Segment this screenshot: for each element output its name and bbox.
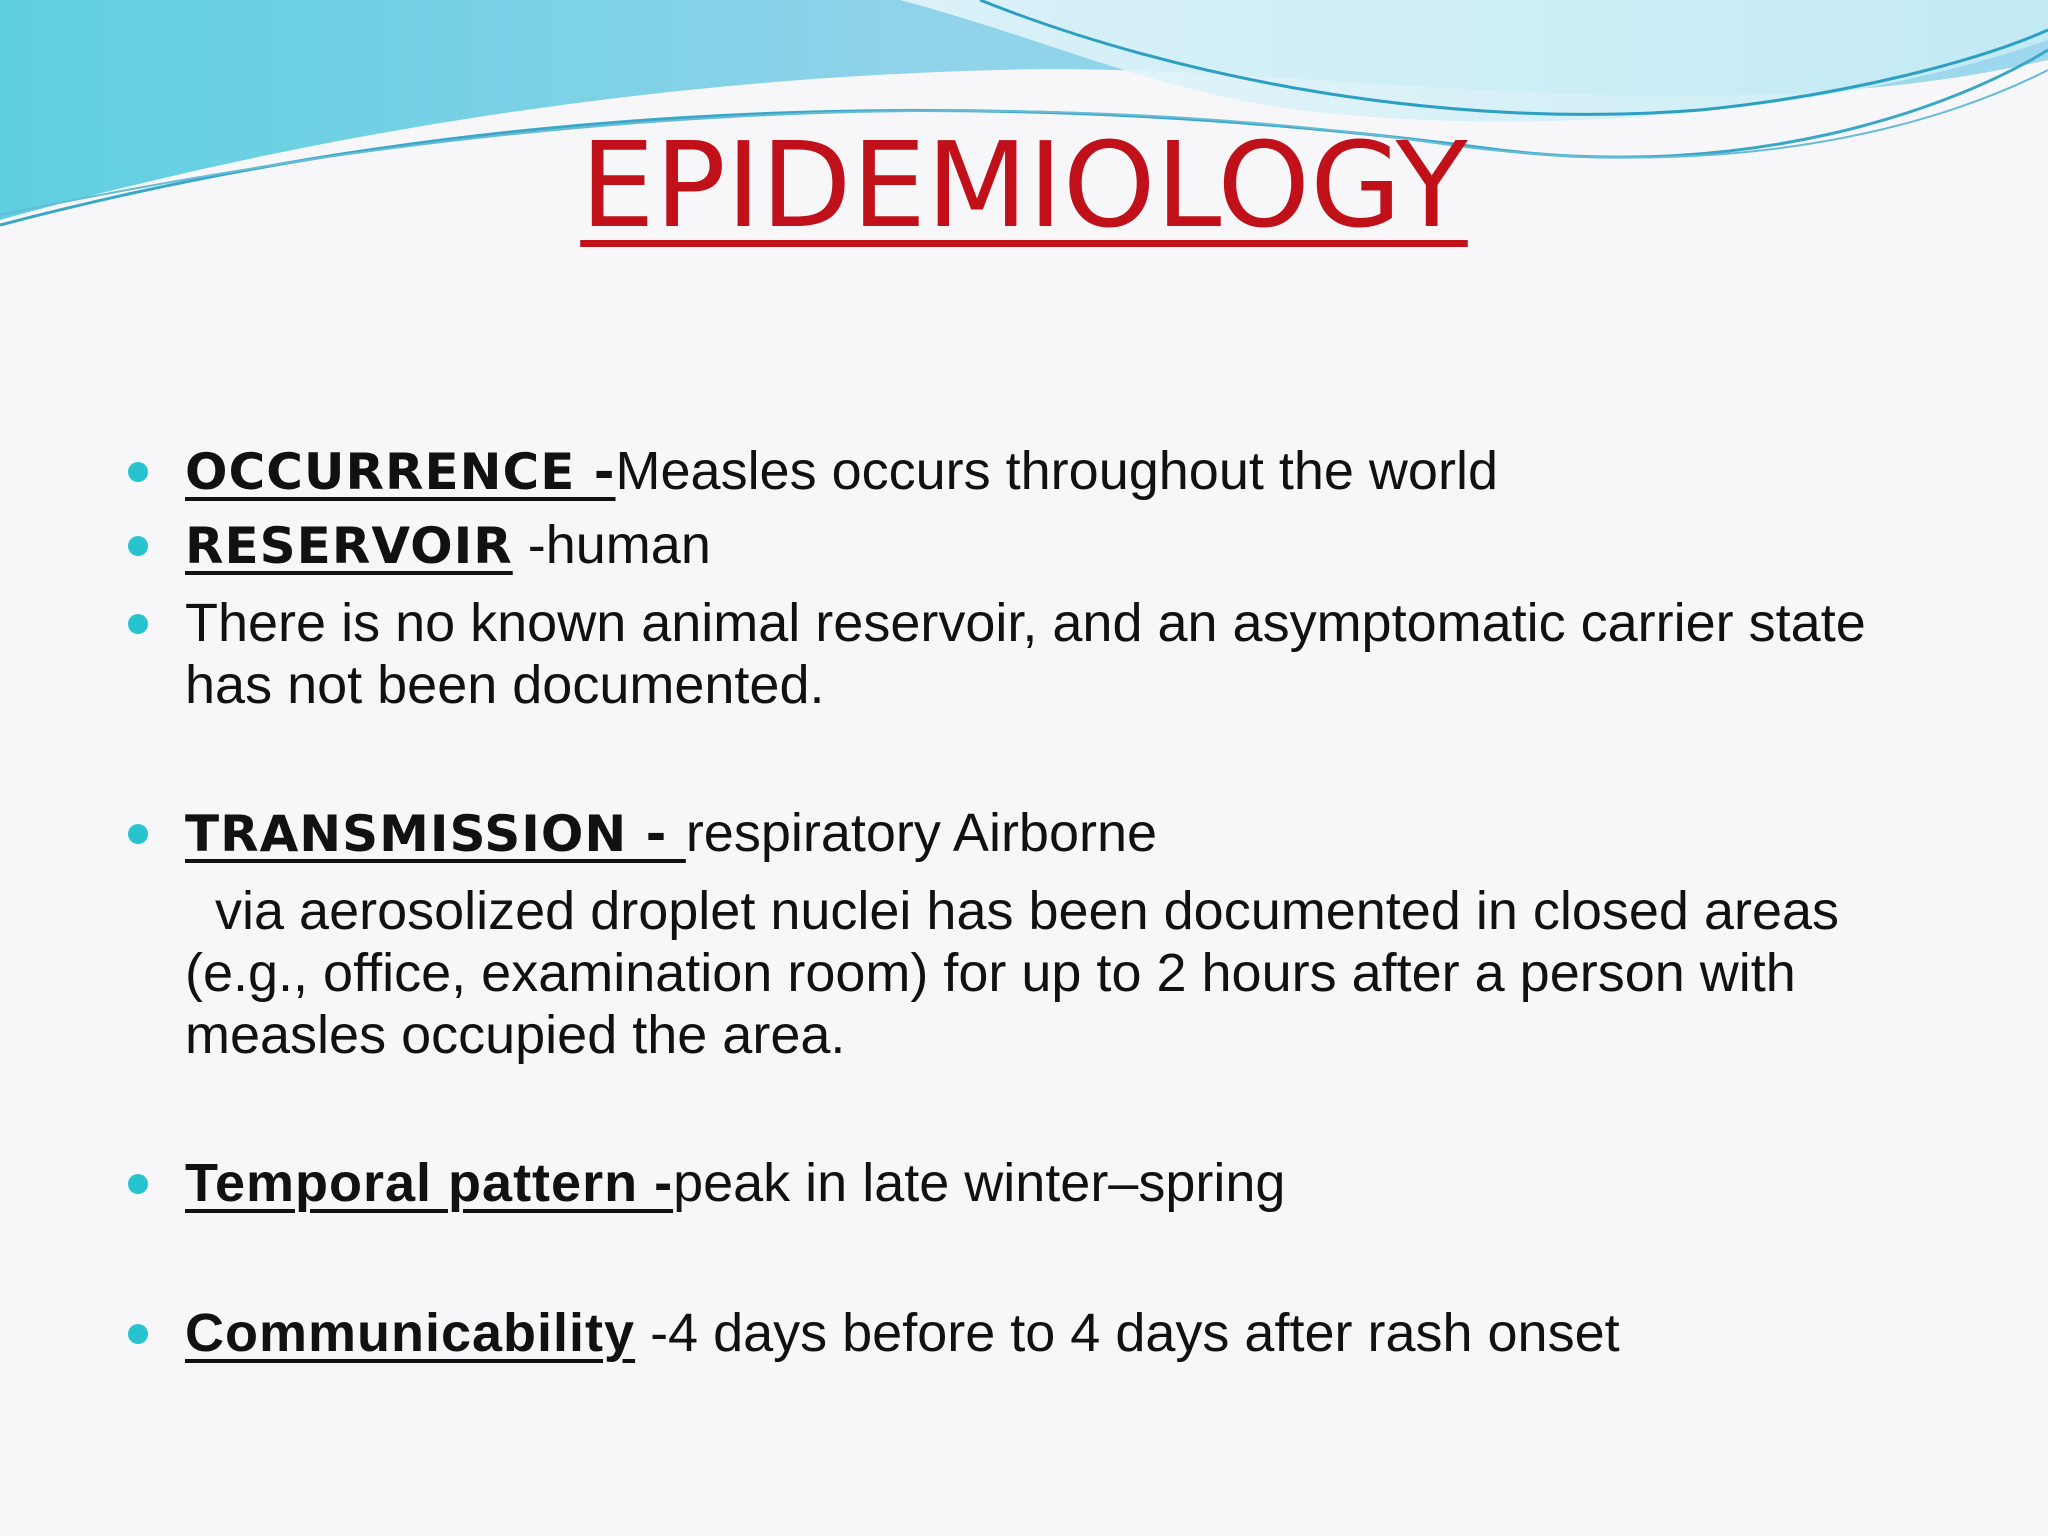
bullet-text: -4 days before to 4 days after rash onset: [635, 1303, 1620, 1363]
bullet-occurrence: [185, 440, 1985, 503]
bullet-dot-icon: [128, 614, 148, 634]
bullet-reservoir: [185, 514, 1985, 577]
bullet-text: There is no known animal reservoir, and an asymptomatic carrier state has not been documented.: [185, 593, 1866, 715]
bullet-term: Temporal pattern -: [185, 1153, 674, 1213]
bullet-text: -human: [512, 515, 711, 575]
bullet-term: Communicability: [185, 1303, 636, 1363]
bullet-temporal-pattern: [185, 1152, 1985, 1214]
bullet-term: OCCURRENCE -: [185, 443, 616, 501]
bullet-dot-icon: [128, 462, 148, 482]
bullet-communicability: [185, 1302, 1985, 1364]
bullet-dot-icon: [128, 1324, 148, 1344]
bullet-dot-icon: [128, 1174, 148, 1194]
bullet-no-animal-reservoir: [185, 592, 1885, 716]
bullet-text: Measles occurs throughout the world: [615, 441, 1498, 501]
bullet-term: TRANSMISSION -: [185, 805, 686, 863]
transmission-detail: via aerosolized droplet nuclei has been documented in closed areas (e.g., office, examination room) for up to 2 hours after a person with measles occupied the area.: [185, 881, 1855, 1065]
bullet-dot-icon: [128, 824, 148, 844]
bullet-text: peak in late winter–spring: [673, 1153, 1286, 1213]
slide-title: EPIDEMIOLOGY: [580, 116, 1468, 254]
bullet-text: respiratory Airborne: [685, 803, 1158, 863]
bullet-dot-icon: [128, 536, 148, 556]
bullet-term: RESERVOIR: [185, 517, 513, 575]
bullet-transmission: [185, 802, 1985, 865]
